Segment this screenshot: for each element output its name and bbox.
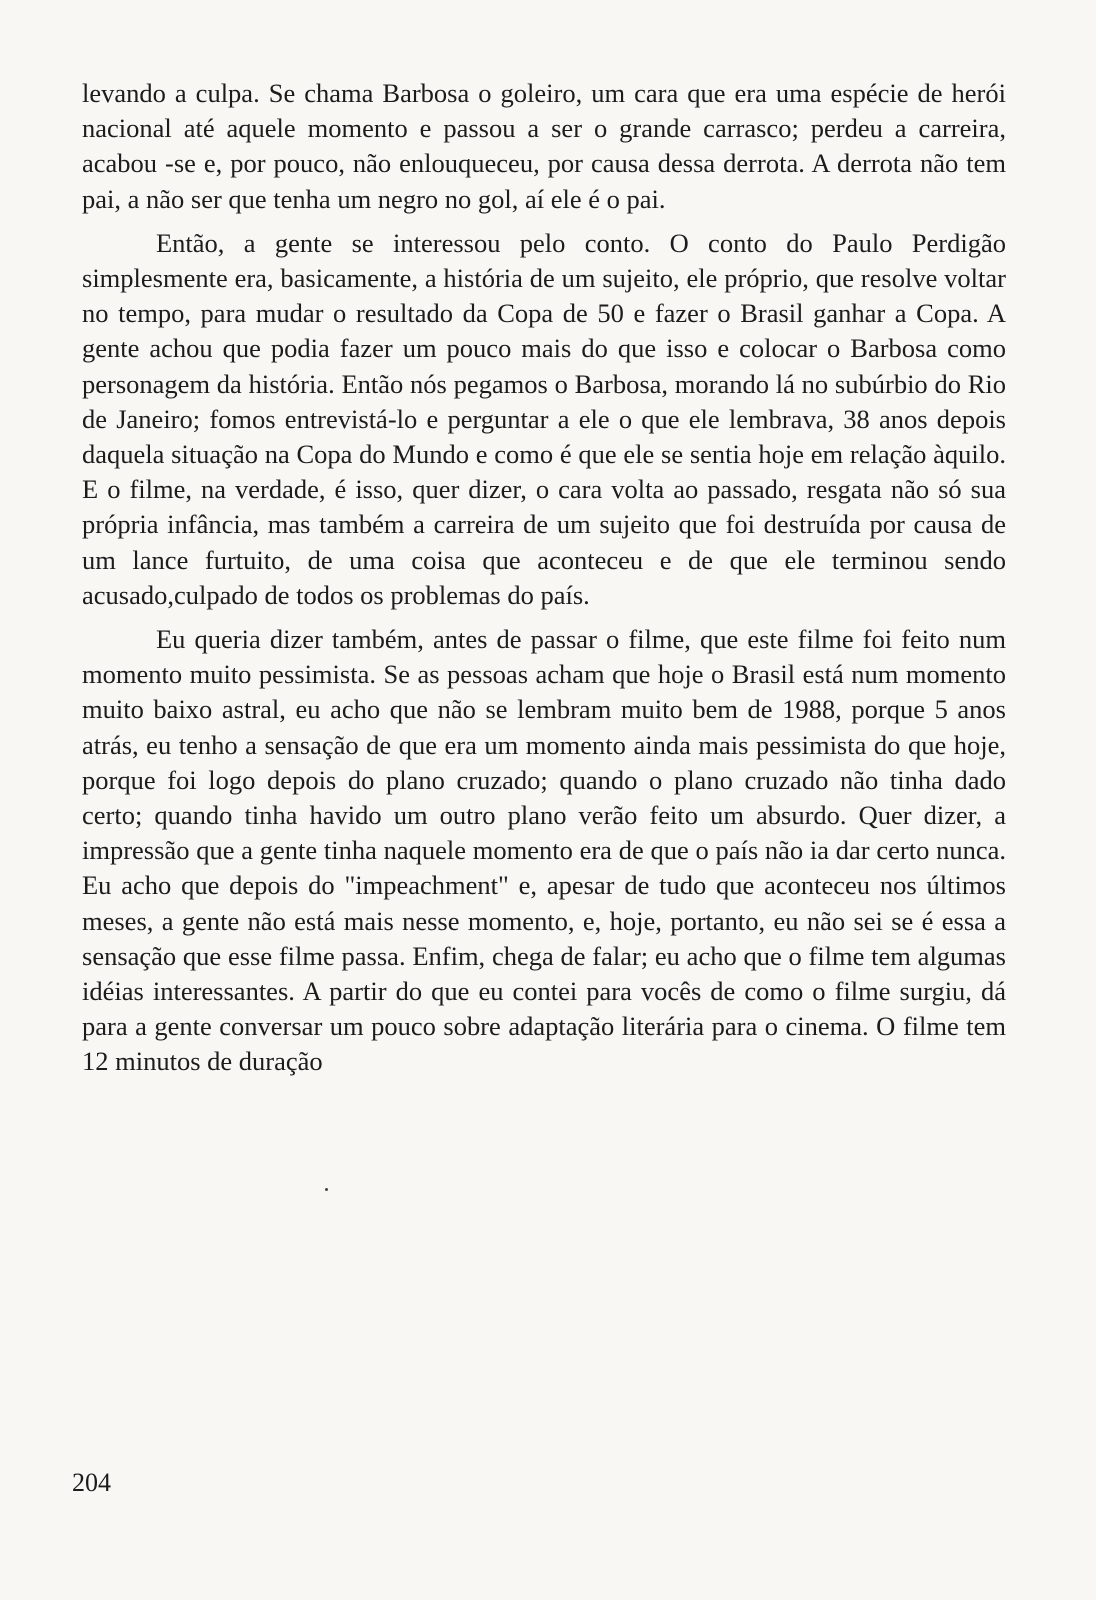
paragraph-2: Então, a gente se interessou pelo conto. O conto do Paulo Perdigão simplesmente era, basicamente, a história de um sujeito, ele próprio, que resolve voltar no tempo, para mudar o resultado da Copa de 50 e fazer o Brasil ganhar a Copa. A gente achou que podia fazer um pouco mais do que isso e colocar o Barbosa como personagem da história. Então nós pegamos o Barbosa, morando lá no subúrbio do Rio de Janeiro; fomos entrevistá-lo e perguntar a ele o que ele lembrava, 38 anos depois daquela situação na Copa do Mundo e como é que ele se sentia hoje em relação àquilo. E o filme, na verdade, é isso, quer dizer, o cara volta ao passado, resgata não só sua própria infância, mas também a carreira de um sujeito que foi destruída por causa de um lance furtuito, de uma coisa que aconteceu e de que ele terminou sendo acusado,culpado de todos os problemas do país. xyxy=(82,227,1006,610)
paragraph-3: Eu queria dizer também, antes de passar o filme, que este filme foi feito num momento muito pessimista. Se as pessoas acham que hoje o Brasil está num momento muito baixo astral, eu acho que não se lembram muito bem de 1988, porque 5 anos atrás, eu tenho a sensação de que era um momento ainda mais pessimista do que hoje, porque foi logo depois do plano cruzado; quando o plano cruzado não tinha dado certo; quando tinha havido um outro plano verão feito um absurdo. Quer dizer, a impressão que a gente tinha naquele momento era de que o país não ia dar certo nunca. Eu acho que depois do "impeachment" e, apesar de tudo que aconteceu nos últimos meses, a gente não está mais nesse momento, e, hoje, portanto, eu não sei se é essa a sensação que esse filme passa. Enfim, chega de falar; eu acho que o filme tem algumas idéias interessantes. A partir do que eu contei para vocês de como o filme surgiu, dá para a gente conversar um pouco sobre adaptação literária para o cinema. O filme tem 12 minutos de duração xyxy=(82,624,1006,1077)
body-text xyxy=(82,76,1006,1089)
page-number: 204 xyxy=(72,1468,111,1497)
ink-speck xyxy=(325,1188,328,1191)
paragraph-1: levando a culpa. Se chama Barbosa o goleiro, um cara que era uma espécie de herói nacional até aquele momento e passou a ser o grande carrasco; perdeu a carreira, acabou -se e, por pouco, não enlouqueceu, por causa dessa derrota. A derrota não tem pai, a não ser que tenha um negro no gol, aí ele é o pai. xyxy=(82,78,1006,214)
